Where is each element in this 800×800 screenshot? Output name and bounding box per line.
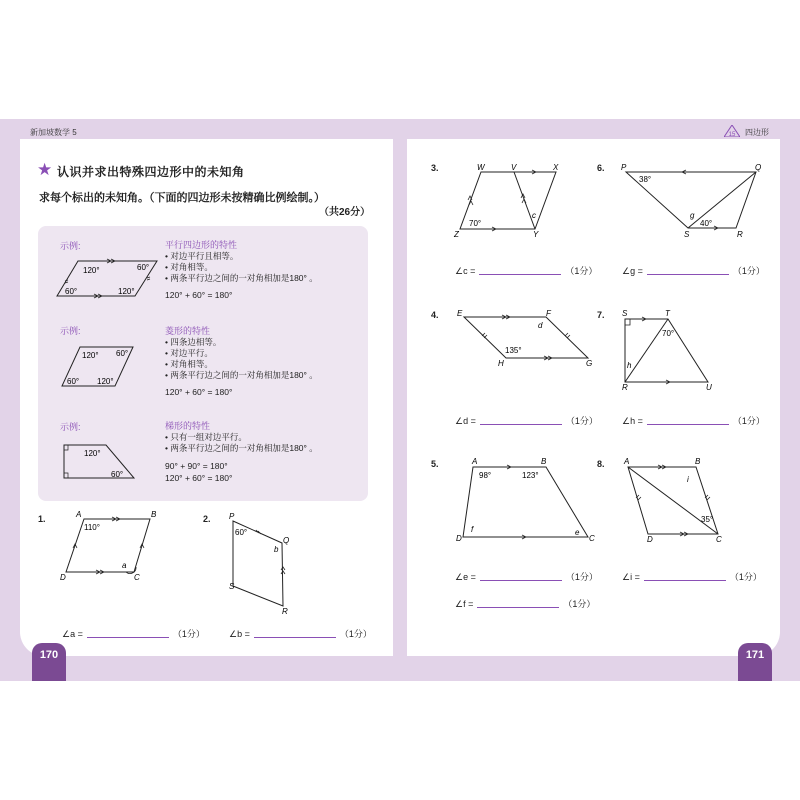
question-number: 8. <box>597 459 605 469</box>
vertex-label: D <box>60 573 66 582</box>
vertex-label: Z <box>454 230 459 239</box>
question-7-figure <box>618 306 718 392</box>
answer-blank[interactable] <box>480 580 562 581</box>
example-label: 示例: <box>60 326 81 336</box>
property-item: • 对边平行。 <box>165 348 318 359</box>
answer-line <box>455 264 597 277</box>
example-label: 示例: <box>60 241 81 251</box>
answer-line <box>62 627 205 640</box>
answer-angle: ∠b = <box>229 629 250 639</box>
angle-label: 70° <box>469 219 482 228</box>
question-number: 2. <box>203 514 211 524</box>
property-item: • 两条平行边之间的一对角相加是180° 。 <box>165 273 318 284</box>
answer-angle: ∠i = <box>622 572 640 582</box>
unknown-angle-label: d <box>538 321 543 330</box>
question-1-figure <box>58 508 168 583</box>
answer-angle: ∠h = <box>622 416 643 426</box>
angle-label: 60° <box>67 377 80 386</box>
unknown-angle-label: b <box>274 545 279 554</box>
property-item: • 两条平行边之间的一对角相加是180° 。 <box>165 370 318 381</box>
angle-label: 110° <box>84 523 100 532</box>
book-title: 新加坡数学 5 <box>30 128 77 137</box>
answer-line <box>455 570 598 583</box>
vertex-label: X <box>553 163 559 172</box>
equation: 120° + 60° = 180° <box>165 290 233 300</box>
unknown-angle-label: e <box>575 528 580 537</box>
question-number: 4. <box>431 310 439 320</box>
chapter-title: 四边形 <box>745 128 769 137</box>
angle-label: 70° <box>662 329 675 338</box>
vertex-label: R <box>282 607 288 616</box>
answer-mark: （1分） <box>565 572 598 582</box>
property-list <box>165 251 318 284</box>
unknown-angle-label: g <box>690 211 695 220</box>
answer-mark: （1分） <box>732 416 765 426</box>
answer-mark: （1分） <box>339 629 372 639</box>
vertex-label: P <box>621 163 627 172</box>
example-parallelogram-figure <box>55 256 165 302</box>
question-number: 3. <box>431 163 439 173</box>
angle-label: 60° <box>137 263 150 272</box>
vertex-label: A <box>472 457 478 466</box>
answer-blank[interactable] <box>480 424 562 425</box>
answer-angle: ∠d = <box>455 416 476 426</box>
answer-mark: （1分） <box>565 266 598 276</box>
answer-blank[interactable] <box>644 580 726 581</box>
answer-blank[interactable] <box>647 274 729 275</box>
total-marks: （共26分） <box>319 207 371 218</box>
vertex-label: G <box>586 359 593 368</box>
vertex-label: V <box>511 163 517 172</box>
vertex-label: H <box>498 359 504 368</box>
vertex-label: Q <box>755 163 762 172</box>
vertex-label: D <box>647 535 653 544</box>
equation: 120° + 60° = 180° <box>165 387 233 397</box>
example-label: 示例: <box>60 422 81 432</box>
angle-label: 120° <box>82 351 99 360</box>
answer-line <box>622 570 762 583</box>
answer-blank[interactable] <box>647 424 729 425</box>
answer-blank[interactable] <box>477 607 559 608</box>
property-list <box>165 337 318 381</box>
question-number: 7. <box>597 310 605 320</box>
question-2-figure <box>226 508 296 618</box>
property-list <box>165 432 318 454</box>
answer-mark: （1分） <box>172 629 205 639</box>
angle-label: 120° <box>84 449 101 458</box>
unknown-angle-label: c <box>532 211 536 220</box>
vertex-label: U <box>706 383 712 392</box>
property-item: • 只有一组对边平行。 <box>165 432 318 443</box>
answer-line <box>455 414 598 427</box>
vertex-label: P <box>229 512 235 521</box>
vertex-label: S <box>684 230 690 239</box>
angle-label: 98° <box>479 471 492 480</box>
vertex-label: A <box>76 510 82 519</box>
question-8-figure <box>618 454 728 546</box>
property-item: • 两条平行边之间的一对角相加是180° 。 <box>165 443 318 454</box>
example-trapezium-figure <box>62 442 138 482</box>
vertex-label: Q <box>283 536 290 545</box>
vertex-label: A <box>624 457 630 466</box>
property-title: 菱形的特性 <box>165 326 211 336</box>
equation: 90° + 90° = 180° <box>165 461 228 471</box>
section-title: 认识并求出特殊四边形中的未知角 <box>57 165 245 179</box>
vertex-label: Y <box>533 230 539 239</box>
answer-line <box>622 414 765 427</box>
unknown-angle-label: f <box>471 525 474 534</box>
vertex-label: B <box>151 510 157 519</box>
question-3-figure <box>452 160 562 242</box>
answer-mark: （1分） <box>729 572 762 582</box>
question-5-figure <box>452 454 602 546</box>
vertex-label: B <box>541 457 547 466</box>
angle-label: 60° <box>235 528 248 537</box>
vertex-label: C <box>589 534 595 543</box>
vertex-label: S <box>229 582 235 591</box>
property-item: • 四条边相等。 <box>165 337 318 348</box>
answer-angle: ∠g = <box>622 266 643 276</box>
angle-label: 120° <box>118 287 135 296</box>
answer-blank[interactable] <box>479 274 561 275</box>
question-6-figure <box>618 160 768 242</box>
angle-label: 60° <box>65 287 78 296</box>
angle-label: 38° <box>639 175 652 184</box>
property-item: • 对边平行且相等。 <box>165 251 318 262</box>
angle-label: 135° <box>505 346 522 355</box>
unknown-angle-label: h <box>627 361 632 370</box>
page-number-left: 170 <box>32 643 66 681</box>
question-number: 6. <box>597 163 605 173</box>
unknown-angle-label: a <box>122 561 127 570</box>
badge-number: 15 <box>728 132 736 137</box>
answer-angle: ∠f = <box>455 599 474 609</box>
vertex-label: B <box>695 457 701 466</box>
vertex-label: S <box>622 309 628 318</box>
answer-angle: ∠c = <box>455 266 476 276</box>
answer-angle: ∠e = <box>455 572 476 582</box>
vertex-label: D <box>456 534 462 543</box>
vertex-label: R <box>622 383 628 392</box>
star-icon: ★ <box>37 160 53 179</box>
angle-label: 120° <box>97 377 114 386</box>
answer-line <box>622 264 765 277</box>
vertex-label: F <box>546 309 551 318</box>
angle-label: 40° <box>700 219 713 228</box>
answer-mark: （1分） <box>565 416 598 426</box>
vertex-label: W <box>477 163 485 172</box>
angle-label: 60° <box>116 349 129 358</box>
property-item: • 对角相等。 <box>165 262 318 273</box>
angle-label: 35° <box>701 515 714 524</box>
property-title: 平行四边形的特性 <box>165 240 238 250</box>
answer-blank[interactable] <box>87 637 169 638</box>
answer-mark: （1分） <box>563 599 596 609</box>
answer-mark: （1分） <box>732 266 765 276</box>
unknown-angle-label: i <box>687 475 689 484</box>
equation: 120° + 60° = 180° <box>165 473 233 483</box>
property-title: 梯形的特性 <box>165 421 211 431</box>
angle-label: 60° <box>111 470 124 479</box>
vertex-label: C <box>134 573 140 582</box>
question-number: 5. <box>431 459 439 469</box>
example-rhombus-figure <box>60 344 140 390</box>
angle-label: 120° <box>83 266 100 275</box>
page-number-right: 171 <box>738 643 772 681</box>
answer-angle: ∠a = <box>62 629 83 639</box>
question-4-figure <box>454 306 594 368</box>
vertex-label: E <box>457 309 463 318</box>
property-item: • 对角相等。 <box>165 359 318 370</box>
angle-label: 123° <box>522 471 539 480</box>
vertex-label: R <box>737 230 743 239</box>
triangle-badge-icon <box>724 125 740 137</box>
question-number: 1. <box>38 514 46 524</box>
instruction-text: 求每个标出的未知角。（下面的四边形未按精确比例绘制。） <box>39 192 325 204</box>
answer-line <box>229 627 372 640</box>
answer-blank[interactable] <box>254 637 336 638</box>
answer-line <box>455 597 595 610</box>
vertex-label: T <box>665 309 670 318</box>
vertex-label: C <box>716 535 722 544</box>
